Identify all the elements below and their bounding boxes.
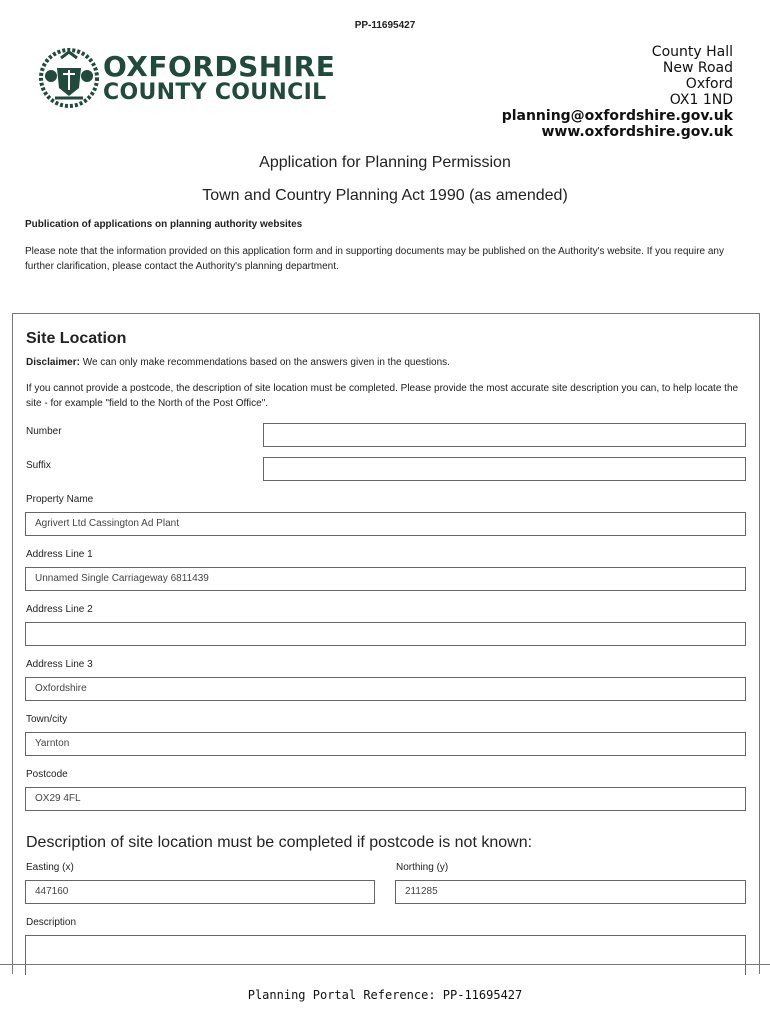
form-title: Application for Planning Permission bbox=[259, 154, 511, 171]
address-line-1-label: Address Line 1 bbox=[26, 549, 93, 560]
number-field[interactable] bbox=[263, 423, 746, 447]
property-name-field[interactable]: Agrivert Ltd Cassington Ad Plant bbox=[25, 512, 746, 536]
northing-field[interactable]: 211285 bbox=[395, 880, 746, 904]
description-label: Description bbox=[26, 917, 77, 928]
disclaimer-label: Disclaimer: bbox=[26, 357, 80, 368]
postcode-note: If you cannot provide a postcode, the description of site location must be completed. Please provide the most accurate site description you can, to help locate the site - for example "field to the North of the Post Office". bbox=[26, 383, 739, 409]
publication-heading: Publication of applications on planning authority websites bbox=[25, 219, 303, 230]
description-field[interactable] bbox=[25, 935, 746, 975]
disclaimer-text: We can only make recommendations based on the answers given in the questions. bbox=[79, 357, 450, 368]
address-line-4: OX1 1ND bbox=[669, 92, 733, 108]
suffix-field[interactable] bbox=[263, 457, 746, 481]
address-line-2-label: Address Line 2 bbox=[26, 604, 93, 615]
address-line-3-field[interactable]: Oxfordshire bbox=[25, 677, 746, 701]
northing-label: Northing (y) bbox=[396, 862, 449, 873]
town-label: Town/city bbox=[26, 714, 68, 725]
site-location-panel bbox=[12, 313, 760, 974]
postcode-label: Postcode bbox=[26, 769, 68, 780]
reference-number: PP-11695427 bbox=[354, 20, 416, 31]
council-logo bbox=[37, 46, 336, 118]
logo-subtitle: COUNTY COUNCIL bbox=[103, 80, 327, 105]
suffix-label: Suffix bbox=[26, 460, 51, 471]
address-line-2-field[interactable] bbox=[25, 622, 746, 646]
publication-note: Please note that the information provided on this application form and in supporting documents may be published on the Authority's website. If you require any further clarification, please contact the Authority's planning department. bbox=[25, 246, 724, 272]
oxfordshire-crest-icon bbox=[37, 46, 101, 110]
address-line-1: County Hall bbox=[651, 44, 733, 60]
address-line-1-field[interactable]: Unnamed Single Carriageway 6811439 bbox=[25, 567, 746, 591]
description-section-heading: Description of site location must be completed if postcode is not known: bbox=[26, 834, 533, 851]
logo-title: OXFORDSHIRE bbox=[103, 50, 336, 83]
council-email: planning@oxfordshire.gov.uk bbox=[501, 108, 733, 124]
form-subtitle: Town and Country Planning Act 1990 (as amended) bbox=[202, 187, 568, 204]
planning-portal-reference: Planning Portal Reference: PP-11695427 bbox=[247, 988, 523, 1002]
footer-divider bbox=[0, 964, 770, 965]
postcode-field[interactable]: OX29 4FL bbox=[25, 787, 746, 811]
address-line-3-label: Address Line 3 bbox=[26, 659, 93, 670]
site-location-heading: Site Location bbox=[26, 330, 127, 347]
number-label: Number bbox=[26, 426, 62, 437]
council-website: www.oxfordshire.gov.uk bbox=[541, 124, 733, 140]
address-line-3: Oxford bbox=[685, 76, 733, 92]
easting-field[interactable]: 447160 bbox=[25, 880, 375, 904]
easting-label: Easting (x) bbox=[26, 862, 74, 873]
address-line-2: New Road bbox=[662, 60, 733, 76]
disclaimer bbox=[26, 357, 450, 368]
town-field[interactable]: Yarnton bbox=[25, 732, 746, 756]
council-address bbox=[502, 44, 733, 140]
property-name-label: Property Name bbox=[26, 494, 94, 505]
